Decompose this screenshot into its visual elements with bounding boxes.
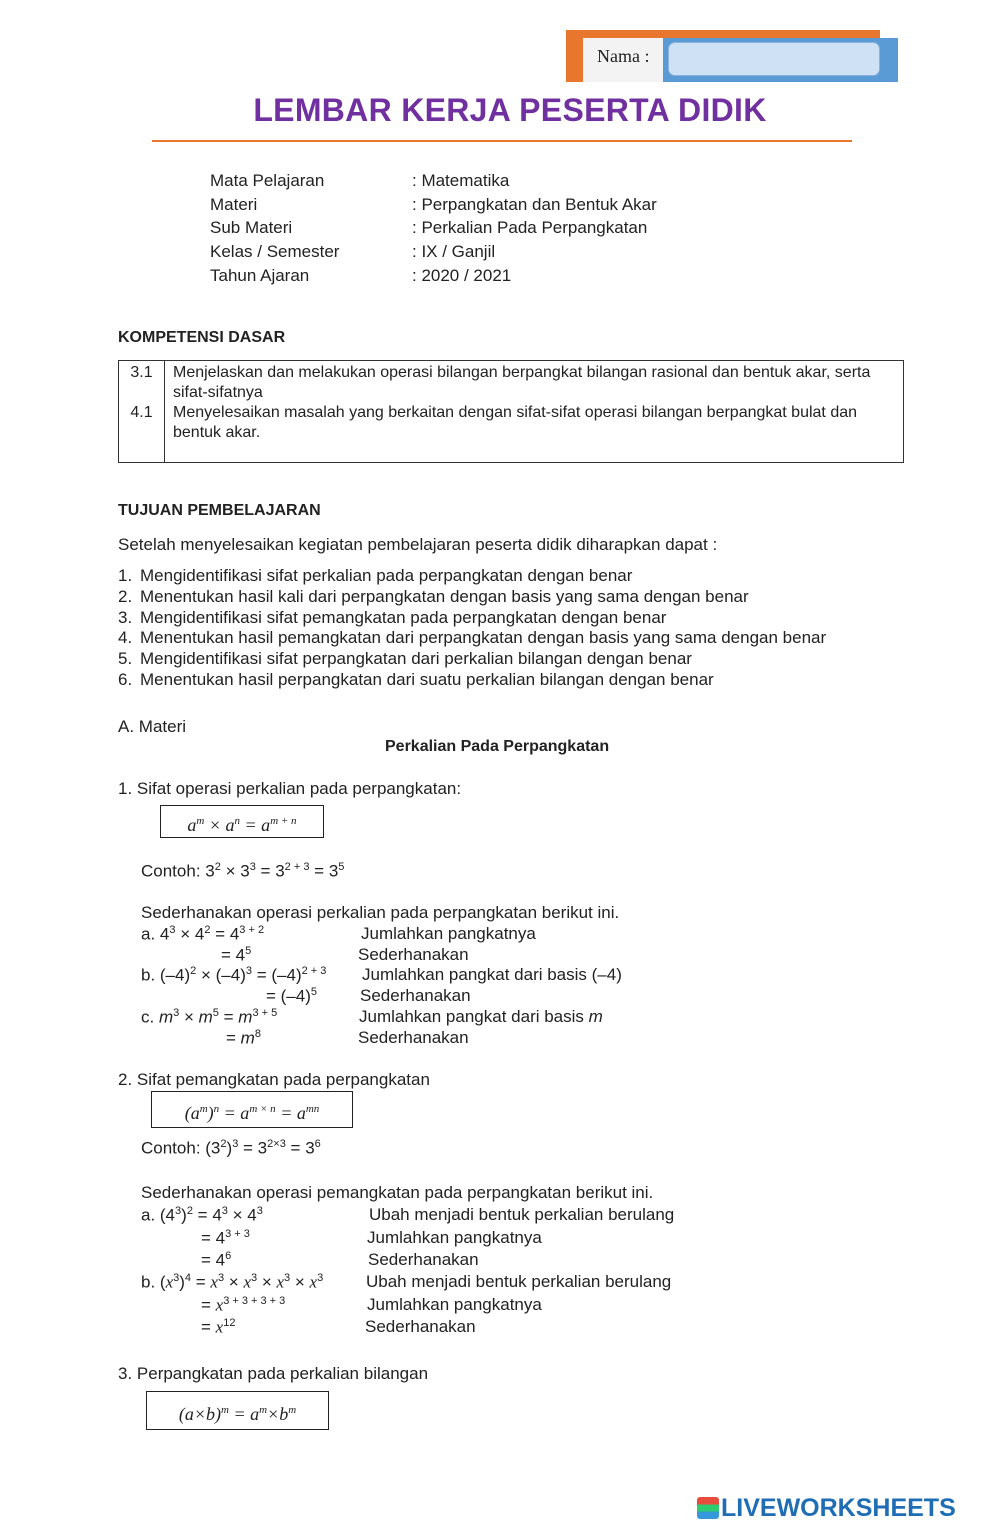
kompetensi-text: Menjelaskan dan melakukan operasi bilangan berpangkat bilangan rasional dan bentuk akar, serta sifat-sifatnya	[173, 364, 871, 401]
title-divider	[152, 140, 852, 142]
info-label-submateri: Sub Materi	[210, 218, 293, 237]
section-2-title: 2. Sifat pemangkatan pada perpangkatan	[118, 1070, 430, 1089]
kompetensi-num: 4.1	[130, 404, 153, 421]
info-label-kelas: Kelas / Semester	[210, 242, 340, 261]
list-item: 2. Menentukan hasil kali dari perpangkatan dengan basis yang sama dengan benar	[118, 587, 749, 606]
example-note: Jumlahkan pangkat dari basis (–4)	[362, 965, 622, 984]
example-note: Jumlahkan pangkatnya	[367, 1228, 542, 1247]
example-2b-line3: = $x^{12}$	[201, 1317, 236, 1337]
example-1b-line1: b. $(-4)^2 \times (-4)^3 = (-4)^{2 + 3}$	[141, 965, 327, 985]
contoh-1: Contoh: $3^2 \times 3^3 = 3^{2 + 3} = 3^5$	[141, 861, 345, 881]
materi-subtitle: Perkalian Pada Perpangkatan	[385, 738, 610, 755]
example-note: Sederhanakan	[360, 986, 471, 1005]
page-title: LEMBAR KERJA PESERTA DIDIK	[253, 92, 767, 128]
kompetensi-table	[118, 360, 904, 463]
tujuan-heading: TUJUAN PEMBELAJARAN	[118, 502, 321, 519]
list-item: 4. Menentukan hasil pemangkatan dari perpangkatan dengan basis yang sama dengan benar	[118, 628, 827, 647]
kompetensi-texts	[165, 361, 904, 463]
example-1a-line2: = $4^5$	[221, 945, 252, 965]
info-value-mapel: : Matematika	[412, 171, 510, 190]
kompetensi-num: 3.1	[130, 364, 153, 381]
info-label-mapel: Mata Pelajaran	[210, 171, 325, 190]
example-note: Ubah menjadi bentuk perkalian berulang	[366, 1272, 672, 1291]
section-3-title: 3. Perpangkatan pada perkalian bilangan	[118, 1364, 429, 1383]
kompetensi-heading: KOMPETENSI DASAR	[118, 329, 286, 346]
materi-label: A. Materi	[118, 717, 187, 736]
example-1c-line2: = $m^8$	[226, 1028, 261, 1048]
example-2a-line2: = $4^{3 + 3}$	[201, 1228, 250, 1248]
example-2b-line2: = $x^{3 + 3 + 3 + 3}$	[201, 1295, 286, 1315]
list-item: 6. Menentukan hasil perpangkatan dari suatu perkalian bilangan dengan benar	[118, 670, 714, 689]
liveworksheets-logo: LIVEWORKSHEETS	[697, 1494, 956, 1523]
info-label-materi: Materi	[210, 195, 258, 214]
info-value-tahun: : 2020 / 2021	[412, 266, 512, 285]
example-note: Sederhanakan	[368, 1250, 479, 1269]
example-2b-line1: b. $(x^3)^4 = x^3 \times x^3 \times x^3 \times x^3$	[141, 1272, 324, 1292]
example-1a-line1: a. $4^3 \times 4^2 = 4^{3 + 2}$	[141, 924, 265, 944]
list-item: 5. Mengidentifikasi sifat perpangkatan dari perkalian bilangan dengan benar	[118, 649, 692, 668]
example-2a-line3: = $4^6$	[201, 1250, 232, 1270]
tujuan-intro: Setelah menyelesaikan kegiatan pembelajaran peserta didik diharapkan dapat :	[118, 535, 718, 554]
section-2-intro: Sederhanakan operasi pemangkatan pada perpangkatan berikut ini.	[141, 1183, 654, 1202]
logo-icon	[697, 1497, 719, 1519]
section-1-intro: Sederhanakan operasi perkalian pada perpangkatan berikut ini.	[141, 903, 620, 922]
nama-input[interactable]	[668, 42, 880, 76]
section-1-title: 1. Sifat operasi perkalian pada perpangkatan:	[118, 779, 462, 798]
formula-box-3: $(a\times b)^m = a^m\times b^m$	[146, 1391, 329, 1430]
formula-box-1: $a^m \times a^n = a^{m + n}$	[160, 805, 324, 838]
example-note: Sederhanakan	[358, 945, 469, 964]
kompetensi-numbers	[119, 361, 165, 463]
info-value-kelas: : IX / Ganjil	[412, 242, 496, 261]
example-note: Jumlahkan pangkatnya	[367, 1295, 542, 1314]
example-1c-line1: c. $m^3 \times m^5 = m^{3 + 5}$	[141, 1007, 278, 1027]
kompetensi-text: Menyelesaikan masalah yang berkaitan dengan sifat-sifat operasi bilangan berpangkat bulat dan bentuk akar.	[173, 404, 858, 441]
example-2a-line1: a. $(4^3)^2 = 4^3 \times 4^3$	[141, 1205, 263, 1225]
info-label-tahun: Tahun Ajaran	[210, 266, 310, 285]
example-note: Jumlahkan pangkat dari basis m	[359, 1007, 603, 1026]
info-value-submateri: : Perkalian Pada Perpangkatan	[412, 218, 648, 237]
formula-box-2: $(a^m)^n = a^{m \times n} = a^{mn}$	[151, 1091, 353, 1128]
example-1b-line2: = $(-4)^5$	[266, 986, 318, 1006]
example-note: Sederhanakan	[358, 1028, 469, 1047]
nama-label: Nama :	[597, 46, 650, 66]
list-item: 3. Mengidentifikasi sifat pemangkatan pada perpangkatan dengan benar	[118, 608, 667, 627]
example-note: Ubah menjadi bentuk perkalian berulang	[369, 1205, 675, 1224]
list-item: 1. Mengidentifikasi sifat perkalian pada perpangkatan dengan benar	[118, 566, 633, 585]
contoh-2: Contoh: $(3^2)^3 = 3^{2\times 3} = 3^6$	[141, 1138, 321, 1158]
info-value-materi: : Perpangkatan dan Bentuk Akar	[412, 195, 657, 214]
example-note: Jumlahkan pangkatnya	[361, 924, 536, 943]
example-note: Sederhanakan	[365, 1317, 476, 1336]
